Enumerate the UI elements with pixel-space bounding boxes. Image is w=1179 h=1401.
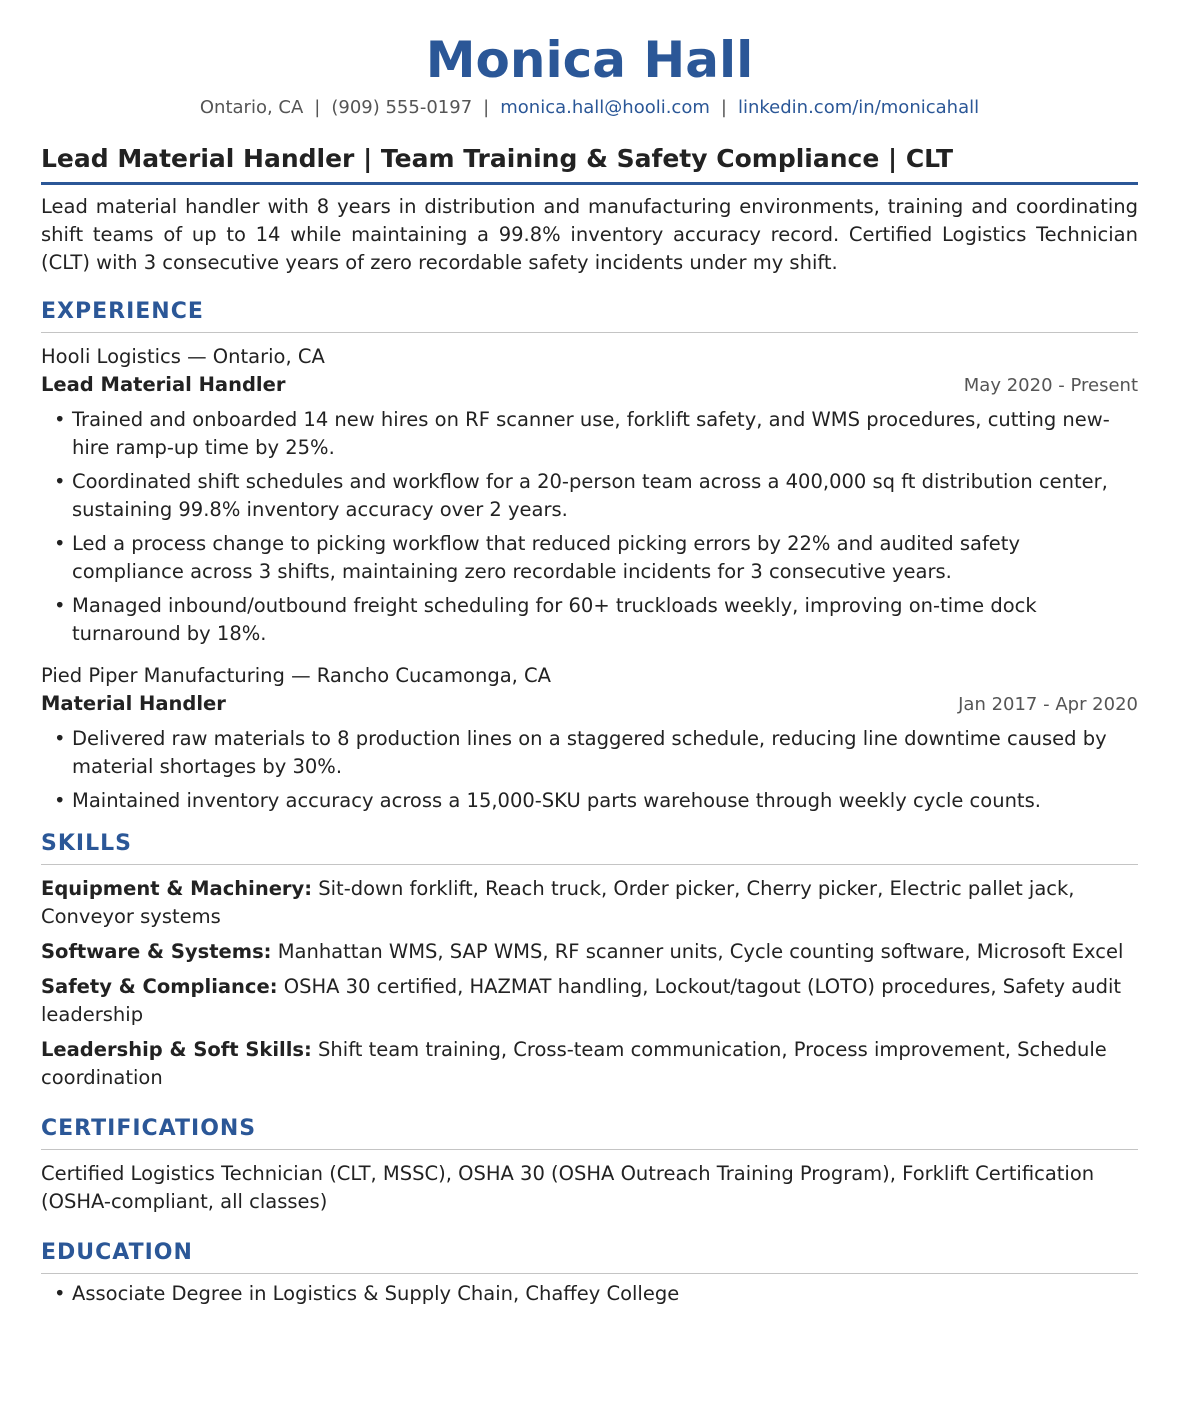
job-bullets — [41, 725, 1138, 815]
bullet-icon: • — [54, 727, 66, 750]
bullet-text: Managed inbound/outbound freight scheduling for 60+ truckloads weekly, improving on-time dock turnaround by 18%. — [72, 594, 1037, 645]
contact-location: Ontario, CA — [199, 97, 304, 118]
bullet-icon: • — [54, 594, 66, 617]
contact-email-link[interactable]: monica.hall@hooli.com — [500, 97, 710, 118]
job-role-row — [41, 690, 1138, 719]
professional-headline: Lead Material Handler | Team Training & Safety Compliance | CLT — [41, 143, 1138, 185]
experience-section — [41, 297, 1138, 815]
contact-separator: | — [720, 97, 727, 118]
bullet-icon: • — [54, 408, 66, 431]
job-company: Hooli Logistics — Ontario, CA — [41, 345, 325, 368]
bullet-item — [41, 592, 1138, 648]
contact-line — [41, 96, 1138, 120]
education-item — [41, 1280, 1138, 1308]
candidate-name: Monica Hall — [425, 31, 754, 89]
skill-row — [41, 973, 1138, 1029]
education-text: Associate Degree in Logistics & Supply Chain, Chaffey College — [72, 1282, 680, 1305]
contact-linkedin-link[interactable]: linkedin.com/in/monicahall — [737, 97, 980, 118]
skill-category: Software & Systems: — [41, 940, 272, 963]
skills-section — [41, 829, 1138, 1092]
skill-row — [41, 938, 1138, 966]
bullet-icon: • — [54, 470, 66, 493]
bullet-text: Delivered raw materials to 8 production lines on a staggered schedule, reducing line downtime caused by material shortages by 30%. — [72, 727, 1107, 778]
bullet-text: Maintained inventory accuracy across a 15,000-SKU parts warehouse through weekly cycle counts. — [72, 789, 1041, 812]
bullet-item — [41, 725, 1138, 781]
skill-category: Equipment & Machinery: — [41, 877, 313, 900]
skill-values: Manhattan WMS, SAP WMS, RF scanner units, Cycle counting software, Microsoft Excel — [277, 940, 1124, 963]
education-heading: EDUCATION — [41, 1238, 1138, 1274]
certifications-heading: CERTIFICATIONS — [41, 1114, 1138, 1150]
education-list — [41, 1280, 1138, 1308]
skill-category: Leadership & Soft Skills: — [41, 1038, 312, 1061]
skill-values: Shift team training, Cross-team communication, Process improvement, Schedule coordination — [41, 1038, 1107, 1089]
job-dates: Jan 2017 - Apr 2020 — [958, 694, 1138, 715]
skills-list — [41, 875, 1138, 1092]
certifications-section — [41, 1114, 1138, 1216]
experience-heading: EXPERIENCE — [41, 297, 1138, 333]
job-bullets — [41, 406, 1138, 648]
job-entry — [41, 343, 1138, 648]
bullet-item — [41, 787, 1138, 815]
bullet-item — [41, 406, 1138, 462]
bullet-text: Coordinated shift schedules and workflow for a 20-person team across a 400,000 sq ft distribution center, sustaining 99.8% inventory accuracy over 2 years. — [72, 470, 1108, 521]
skills-heading: SKILLS — [41, 829, 1138, 865]
skill-values: Sit-down forklift, Reach truck, Order picker, Cherry picker, Electric pallet jack, Conveyor systems — [41, 877, 1075, 928]
education-section — [41, 1238, 1138, 1308]
job-dates: May 2020 - Present — [963, 375, 1138, 396]
skill-row — [41, 875, 1138, 931]
bullet-icon: • — [54, 532, 66, 555]
bullet-text: Trained and onboarded 14 new hires on RF scanner use, forklift safety, and WMS procedures, cutting new-hire ramp-up time by 25%. — [72, 408, 1110, 459]
job-role-row — [41, 371, 1138, 400]
certifications-text: Certified Logistics Technician (CLT, MSSC), OSHA 30 (OSHA Outreach Training Program), Forklift Certification (OSHA-compliant, all classes) — [41, 1162, 1095, 1213]
skill-category: Safety & Compliance: — [41, 975, 278, 998]
bullet-item — [41, 530, 1138, 586]
job-entry — [41, 662, 1138, 815]
skill-row — [41, 1036, 1138, 1092]
job-role: Material Handler — [41, 692, 226, 715]
contact-separator: | — [483, 97, 490, 118]
bullet-item — [41, 468, 1138, 524]
job-company: Pied Piper Manufacturing — Rancho Cucamonga, CA — [41, 664, 552, 687]
bullet-text: Led a process change to picking workflow that reduced picking errors by 22% and audited safety compliance across 3 shifts, maintaining zero recordable incidents for 3 consecutive years. — [72, 532, 1020, 583]
bullet-icon: • — [54, 789, 66, 812]
bullet-icon: • — [54, 1282, 66, 1305]
job-role: Lead Material Handler — [41, 373, 286, 396]
summary-paragraph: Lead material handler with 8 years in distribution and manufacturing environments, training and coordinating shift teams of up to 14 while maintaining a 99.8% inventory accuracy record. Certified Logistics Technician (CLT) with 3 consecutive years of zero recordable safety incidents under my shift. — [41, 195, 1138, 274]
contact-separator: | — [314, 97, 321, 118]
contact-phone: (909) 555-0197 — [331, 97, 473, 118]
skill-values: OSHA 30 certified, HAZMAT handling, Lockout/tagout (LOTO) procedures, Safety audit leadership — [41, 975, 1122, 1026]
